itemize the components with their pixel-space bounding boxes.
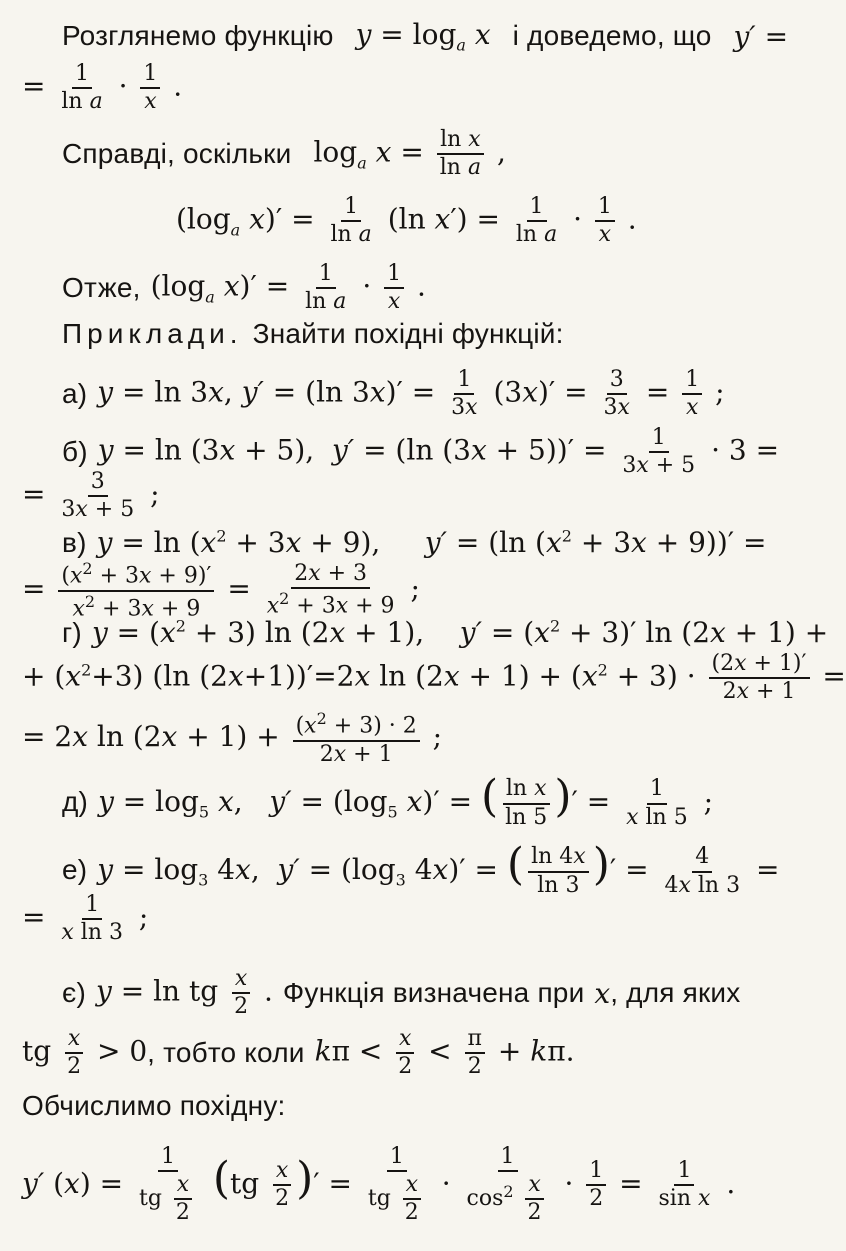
example-label: а) xyxy=(62,378,88,410)
formula: $y = (x^2 + 3)$ ln (2x + 1), $y' = (x^2 + 3)'$ ln (2x + 1) + xyxy=(91,616,829,649)
formula: y = ln (3x + 5), y′ = (ln (3x + 5))′ = $\frac{1}{3x + 5}$ · 3 = xyxy=(97,425,780,479)
formula: y = ln tg $\frac{x}{2}$ . xyxy=(96,966,273,1020)
intro-line-1 xyxy=(62,18,788,55)
intro-line-2 xyxy=(22,62,182,114)
example-label: є) xyxy=(62,977,87,1009)
example-label: г) xyxy=(62,616,82,648)
formula: = $\frac{1}{\text{ln a}}$ · $\frac{1}{x}$ . xyxy=(22,61,183,115)
example-label: б) xyxy=(62,436,88,468)
formula: $y = \log_a x$ xyxy=(355,18,491,55)
formula: ($\log_a$ x)′ = $\frac{1}{\text{ln a}}$ · $\frac{1}{x}$ . xyxy=(150,261,426,315)
domain-text-1: Функція визначена при xyxy=(282,977,585,1009)
example-label: в) xyxy=(62,526,87,558)
domain-text-3: , тобто коли xyxy=(147,1037,305,1069)
example-b xyxy=(62,426,779,478)
example-g-cont-2 xyxy=(22,710,442,767)
example-v-cont xyxy=(22,560,420,621)
example-ye xyxy=(62,967,740,1019)
example-ye-cont xyxy=(22,1027,575,1079)
intro-text-2: і доведемо, що xyxy=(512,20,712,52)
hence-text: Отже, xyxy=(62,272,141,304)
proof-line xyxy=(62,128,506,180)
example-label: д) xyxy=(62,786,89,818)
example-v xyxy=(62,526,766,559)
formula: = $\frac{1}{\text{x ln 3}}$ ; xyxy=(22,892,149,946)
formula: y′ (x) = 1 tg $\frac{x}{2}$ (tg $\frac{x}{2}$ )′ = 1 tg $\frac{x}{2}$ · 1 $\cos^2$ $\frac{x}{2}$ · $\frac{1}{2}$ = $\frac{1}{\text{sin x}}$ . xyxy=(22,1144,736,1226)
display-formula xyxy=(176,195,637,247)
compute-text: Обчислимо похідну: xyxy=(22,1090,286,1121)
hence-line xyxy=(62,262,426,314)
proof-text: Справді, оскільки xyxy=(62,138,292,170)
domain-text-2: , для яких xyxy=(610,977,741,1009)
formula: x xyxy=(594,976,611,1010)
formula: y′ = xyxy=(733,19,789,53)
formula: ($\log_a$ x)′ = $\frac{1}{\text{ln a}}$ (ln x′) = $\frac{1}{\text{ln a}}$ · $\frac{1}{x}$ . xyxy=(176,194,637,248)
formula: $\log_a x$ = $\frac{\text{ln x}}{\text{ln a}}$ , xyxy=(313,127,506,181)
example-a xyxy=(62,368,725,420)
formula: + $(x^2+3)$ (ln (2x+1))′=2x $\ln (2x + 1) + (x^2 + 3)$ · $\frac{(2x + 1)'}{2x + 1}$ = xyxy=(22,651,846,705)
example-g-cont-1 xyxy=(22,652,846,704)
examples-heading: Приклади. xyxy=(62,318,243,349)
formula: $y = \ln (x^2 + 3x + 9)$, y′ = (ln $(x^2 + 3x + 9))'$ = xyxy=(96,526,767,559)
formula: $y = \log_3 4x$, $y' = (\log_3$ 4x)′ = ( $\frac{\ln 4x}{\ln 3}$ )′ = $\frac{4}{\text{4x ln 3}}$ = xyxy=(97,839,780,898)
example-d xyxy=(62,771,714,830)
example-b-cont xyxy=(22,470,160,522)
formula: = 2x ln (2x + 1) + $\frac{(x^2 + 3) \cdot 2}{2x + 1}$ ; xyxy=(22,709,443,767)
examples-task: Знайти похідні функцій: xyxy=(252,318,564,349)
formula: kπ < $\frac{x}{2}$ < $\frac{\pi}{2}$ + kπ. xyxy=(314,1026,575,1080)
formula: $y = \log_5 x$, $y' = (\log_5$ x)′ = ( $\frac{\text{ln x}}{\ln 5}$ )′ = $\frac{1}{\text{x ln 5}}$ ; xyxy=(98,771,714,830)
formula: y = ln 3x, y′ = (ln 3x)′ = $\frac{1}{3x}$ (3x)′ = $\frac{3}{3x}$ = $\frac{1}{x}$ ; xyxy=(97,367,725,421)
final-formula xyxy=(22,1145,735,1226)
example-e xyxy=(62,839,780,898)
example-label: е) xyxy=(62,854,88,886)
formula: = $\frac{3}{3x + 5}$ ; xyxy=(22,469,160,523)
intro-text-1: Розглянемо функцію xyxy=(62,20,334,52)
example-g xyxy=(62,616,828,649)
example-e-cont xyxy=(22,893,148,945)
formula: = $\frac{(x^2 + 3x + 9)'}{x^2 + 3x + 9}$ = $\frac{2x + 3}{x^2 + 3x + 9}$ ; xyxy=(22,559,420,621)
examples-heading-line xyxy=(62,318,564,350)
compute-line xyxy=(22,1090,286,1122)
formula: tg $\frac{x}{2}$ > 0 xyxy=(22,1026,148,1080)
